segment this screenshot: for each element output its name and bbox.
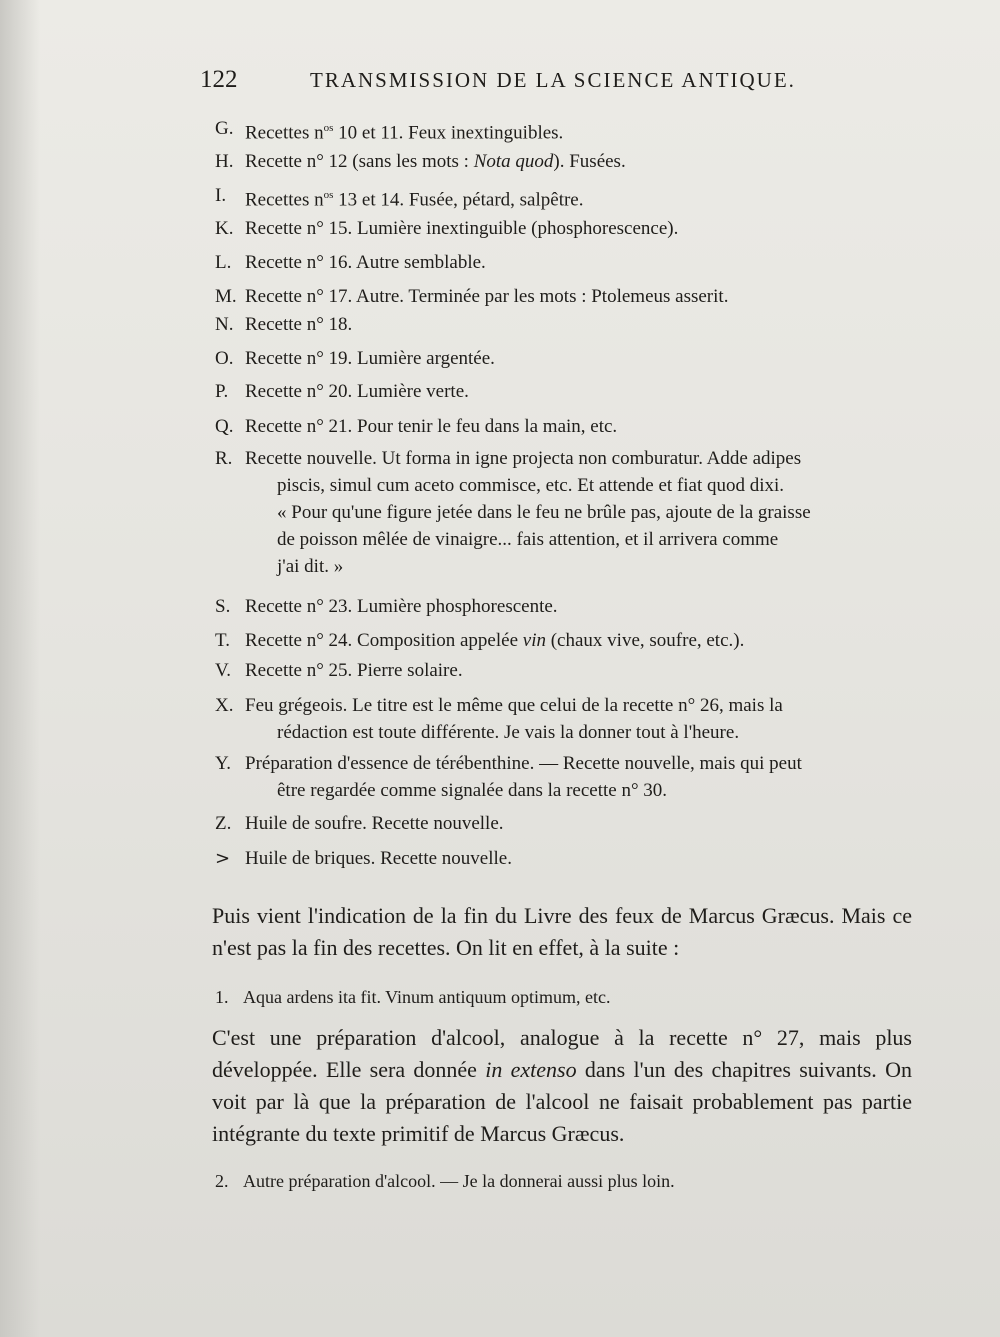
recipe-letter: G. (215, 118, 234, 139)
recipe-item (215, 283, 915, 310)
recipe-item (215, 593, 915, 620)
recipe-item (215, 413, 915, 440)
recipe-text (245, 845, 915, 872)
recipe-letter: I. (215, 185, 227, 206)
recipe-letter: Z. (215, 813, 232, 834)
recipe-superscript: os (323, 189, 334, 201)
recipe-letter: > (215, 848, 231, 869)
recipe-text (245, 413, 915, 440)
recipe-italic: vin (522, 630, 546, 651)
numbered-item-number: 2. (215, 1171, 229, 1191)
paragraph-text-end: dans l'un des chapitres suivants. On voit par là que la préparation de l'alcool ne faisait probablement pas partie intégrante du texte primitif de Marcus Græcus. (212, 1057, 912, 1146)
recipe-letter: N. (215, 314, 234, 335)
recipe-text-main: Recette n° 15. Lumière inextinguible (phosphorescence). (245, 218, 679, 239)
recipe-letter: M. (215, 286, 237, 307)
recipe-text-main: Recette n° 19. Lumière argentée. (245, 348, 495, 369)
page-header (200, 66, 840, 106)
running-title: TRANSMISSION DE LA SCIENCE ANTIQUE. (310, 68, 796, 92)
recipe-text (245, 657, 915, 684)
recipe-text (245, 810, 915, 837)
numbered-item-2 (215, 1168, 915, 1194)
recipe-text-main: Recette n° 17. Autre. Terminée par les mots : Ptolemeus asserit. (245, 286, 729, 307)
recipe-item (215, 810, 915, 837)
numbered-item-text: Aqua ardens ita fit. Vinum antiquum optimum, etc. (243, 987, 611, 1007)
paragraph-italic: in extenso (485, 1057, 577, 1082)
recipe-text (245, 148, 915, 175)
recipe-letter: T. (215, 630, 230, 651)
recipe-letter: R. (215, 448, 233, 469)
recipe-text (245, 215, 915, 242)
recipe-text-main: Recette n° 25. Pierre solaire. (245, 660, 463, 681)
recipe-item (215, 378, 915, 405)
recipe-item (215, 657, 915, 684)
recipe-letter: V. (215, 660, 232, 681)
recipe-text (245, 283, 915, 310)
recipe-text (245, 627, 915, 654)
recipe-text-main: Recette n° 18. (245, 314, 353, 335)
recipe-text-main: Recettes n (245, 122, 324, 144)
recipe-item (215, 692, 915, 746)
page-number: 122 (200, 66, 238, 93)
recipe-continuation-line: « Pour qu'une figure jetée dans le feu ne brûle pas, ajoute de la graisse (277, 502, 811, 523)
paragraph-end-of-book: Puis vient l'indication de la fin du Livre des feux de Marcus Græcus. Mais ce n'est pas la fin des recettes. On lit en effet, à la suite : (212, 903, 912, 960)
recipe-continuation-line: être regardée comme signalée dans la recette n° 30. (277, 780, 668, 801)
recipe-item (215, 345, 915, 372)
recipe-continuation-line: de poisson mêlée de vinaigre... fais attention, et il arrivera comme (277, 529, 779, 550)
recipe-text-main: Huile de soufre. Recette nouvelle. (245, 813, 504, 834)
recipe-letter: O. (215, 348, 234, 369)
recipe-text-main: Préparation d'essence de térébenthine. — Recette nouvelle, mais qui peut (245, 753, 802, 774)
recipe-letter: L. (215, 252, 232, 273)
recipe-text (245, 750, 915, 777)
recipe-text-main: Recette nouvelle. Ut forma in igne projecta non comburatur. Adde adipes (245, 448, 802, 469)
recipe-letter: Q. (215, 416, 234, 437)
paragraph-alcohol (212, 1022, 912, 1150)
numbered-item-text: Autre préparation d'alcool. — Je la donnerai aussi plus loin. (243, 1171, 675, 1191)
recipe-continuation-line: piscis, simul cum aceto commisce, etc. Et attende et fiat quod dixi. (277, 475, 785, 496)
recipe-letter: X. (215, 695, 234, 716)
recipe-item (215, 215, 915, 242)
recipe-letter: K. (215, 218, 234, 239)
recipe-text-main: Recette n° 23. Lumière phosphorescente. (245, 596, 558, 617)
recipe-letter: Y. (215, 753, 232, 774)
recipe-item (215, 627, 915, 654)
recipe-continuation-line: rédaction est toute différente. Je vais la donner tout à l'heure. (277, 722, 740, 743)
recipe-text-rest: 10 et 11. Feux inextinguibles. (333, 122, 564, 144)
recipe-superscript: os (323, 122, 334, 134)
recipe-text-main: Recette n° 21. Pour tenir le feu dans la main, etc. (245, 416, 618, 437)
numbered-item-1 (215, 984, 915, 1010)
recipe-text-main: Recette n° 24. Composition appelée (245, 630, 523, 651)
recipe-text-main: Recette n° 12 (sans les mots : (245, 151, 474, 172)
recipe-text (245, 378, 915, 405)
recipe-text-main: Feu grégeois. Le titre est le même que celui de la recette n° 26, mais la (245, 695, 783, 716)
recipe-text-rest: (chaux vive, soufre, etc.). (545, 630, 745, 651)
recipe-item (215, 750, 915, 804)
recipe-continuation-line: j'ai dit. » (277, 556, 344, 577)
recipe-item (215, 148, 915, 175)
recipe-item (215, 182, 915, 213)
recipe-text-main: Huile de briques. Recette nouvelle. (245, 848, 512, 869)
recipe-text-main: Recette n° 20. Lumière verte. (245, 381, 469, 402)
recipe-italic: Nota quod (473, 151, 554, 172)
recipe-item (215, 249, 915, 276)
recipe-letter: H. (215, 151, 234, 172)
recipe-text-rest: ). Fusées. (553, 151, 626, 172)
recipe-text (245, 692, 915, 719)
recipe-text-rest: 13 et 14. Fusée, pétard, salpêtre. (333, 189, 584, 211)
recipe-item (215, 115, 915, 146)
recipe-text (245, 593, 915, 620)
recipe-text (245, 249, 915, 276)
recipe-letter: P. (215, 381, 229, 402)
recipe-item (215, 845, 915, 872)
recipe-text (245, 115, 915, 146)
numbered-item-number: 1. (215, 987, 229, 1007)
paragraph-text-start: C'est une préparation d'alcool, analogue à la recette n° 27, mais plus développée. Elle sera donnée (212, 1025, 912, 1082)
recipe-item (215, 311, 915, 338)
recipe-item (215, 445, 915, 580)
recipe-letter: S. (215, 596, 231, 617)
recipe-text-main: Recettes n (245, 189, 324, 211)
recipe-text (245, 182, 915, 213)
recipe-text-main: Recette n° 16. Autre semblable. (245, 252, 486, 273)
recipe-text (245, 445, 915, 472)
recipe-text (245, 345, 915, 372)
recipe-text (245, 311, 915, 338)
